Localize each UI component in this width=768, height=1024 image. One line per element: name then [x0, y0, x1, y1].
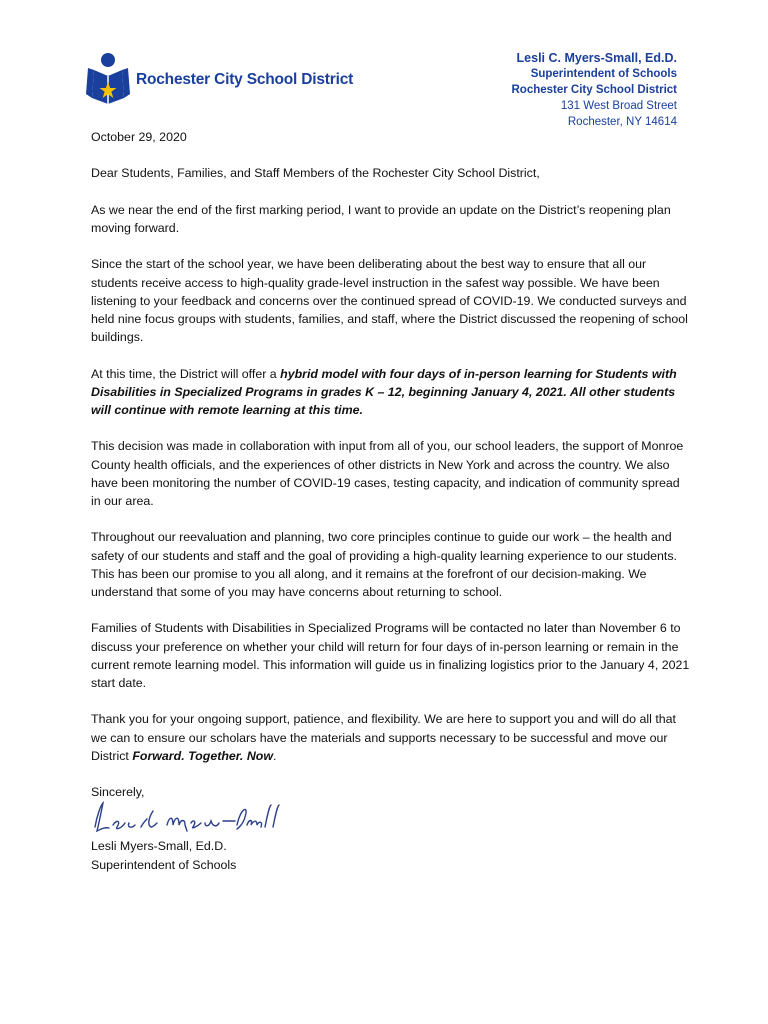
letter-date: October 29, 2020	[91, 130, 187, 144]
paragraph-4: This decision was made in collaboration with input from all of you, our school leaders, the support of Monroe County health officials, and the experiences of other districts in New York and across the country. We also have been monitoring the number of COVID-19 cases, testing capacity, and indication of community spread in our area.	[91, 439, 684, 508]
paragraph-1: As we near the end of the first marking period, I want to provide an update on the District’s reopening plan moving forward.	[91, 202, 671, 235]
sender-block	[511, 50, 677, 130]
paragraph-5: Throughout our reevaluation and planning, two core principles continue to guide our work – the health and safety of our students and staff and the goal of providing a high-quality learning experience to our students. This has been our promise to you all along, and it remains at the forefront of our decision-making. We understand that some of you may have concerns about returning to school.	[91, 530, 677, 599]
sender-title: Superintendent of Schools	[530, 68, 677, 80]
address-line-1: 131 West Broad Street	[560, 100, 677, 112]
sender-org: Rochester City School District	[511, 84, 677, 96]
paragraph-7-emphasis: Forward. Together. Now	[132, 748, 273, 763]
paragraph-2: Since the start of the school year, we have been deliberating about the best way to ensure that all our students receive access to high-quality grade-level instruction in the safest way possible. We have been listening to your feedback and concerns over the continued spread of COVID-19. We conducted surveys and held nine focus groups with students, families, and staff, where the District discussed the reopening of school buildings.	[91, 257, 688, 345]
paragraph-3	[91, 365, 691, 420]
sender-name: Lesli C. Myers-Small, Ed.D.	[516, 51, 677, 65]
salutation: Dear Students, Families, and Staff Members of the Rochester City School District,	[91, 166, 540, 181]
address-line-2: Rochester, NY 14614	[567, 116, 677, 128]
district-logo	[84, 50, 353, 110]
paragraph-6: Families of Students with Disabilities in Specialized Programs will be contacted no later than November 6 to discuss your preference on whether your child will return for four days of in-person learning or remain in the current remote learning model. This information will guide us in finalizing logistics prior to the January 4, 2021 start date.	[91, 621, 690, 690]
paragraph-7-lead: Thank you for your ongoing support, patience, and flexibility. We are here to support you and will do all that we can to ensure our scholars have the materials and supports necessary to be successful and move our District	[91, 712, 676, 763]
paragraph-3-emphasis: hybrid model with four days of in-person learning for Students with Disabilities in Specialized Programs in grades K – 12, beginning January 4, 2021. All other students will continue with remote learning at this time.	[91, 366, 677, 417]
signer-title: Superintendent of Schools	[91, 857, 237, 872]
letterhead	[0, 0, 768, 130]
paragraph-7	[91, 710, 691, 765]
district-logo-icon	[84, 50, 132, 110]
signature-icon	[87, 797, 691, 837]
paragraph-3-lead: At this time, the District will offer a	[91, 366, 281, 381]
paragraph-7-end: .	[272, 748, 277, 763]
signer-name: Lesli Myers-Small, Ed.D.	[91, 839, 227, 854]
closing: Sincerely,	[91, 785, 145, 800]
letter-body	[91, 128, 691, 874]
district-name: Rochester City School District	[136, 71, 354, 88]
